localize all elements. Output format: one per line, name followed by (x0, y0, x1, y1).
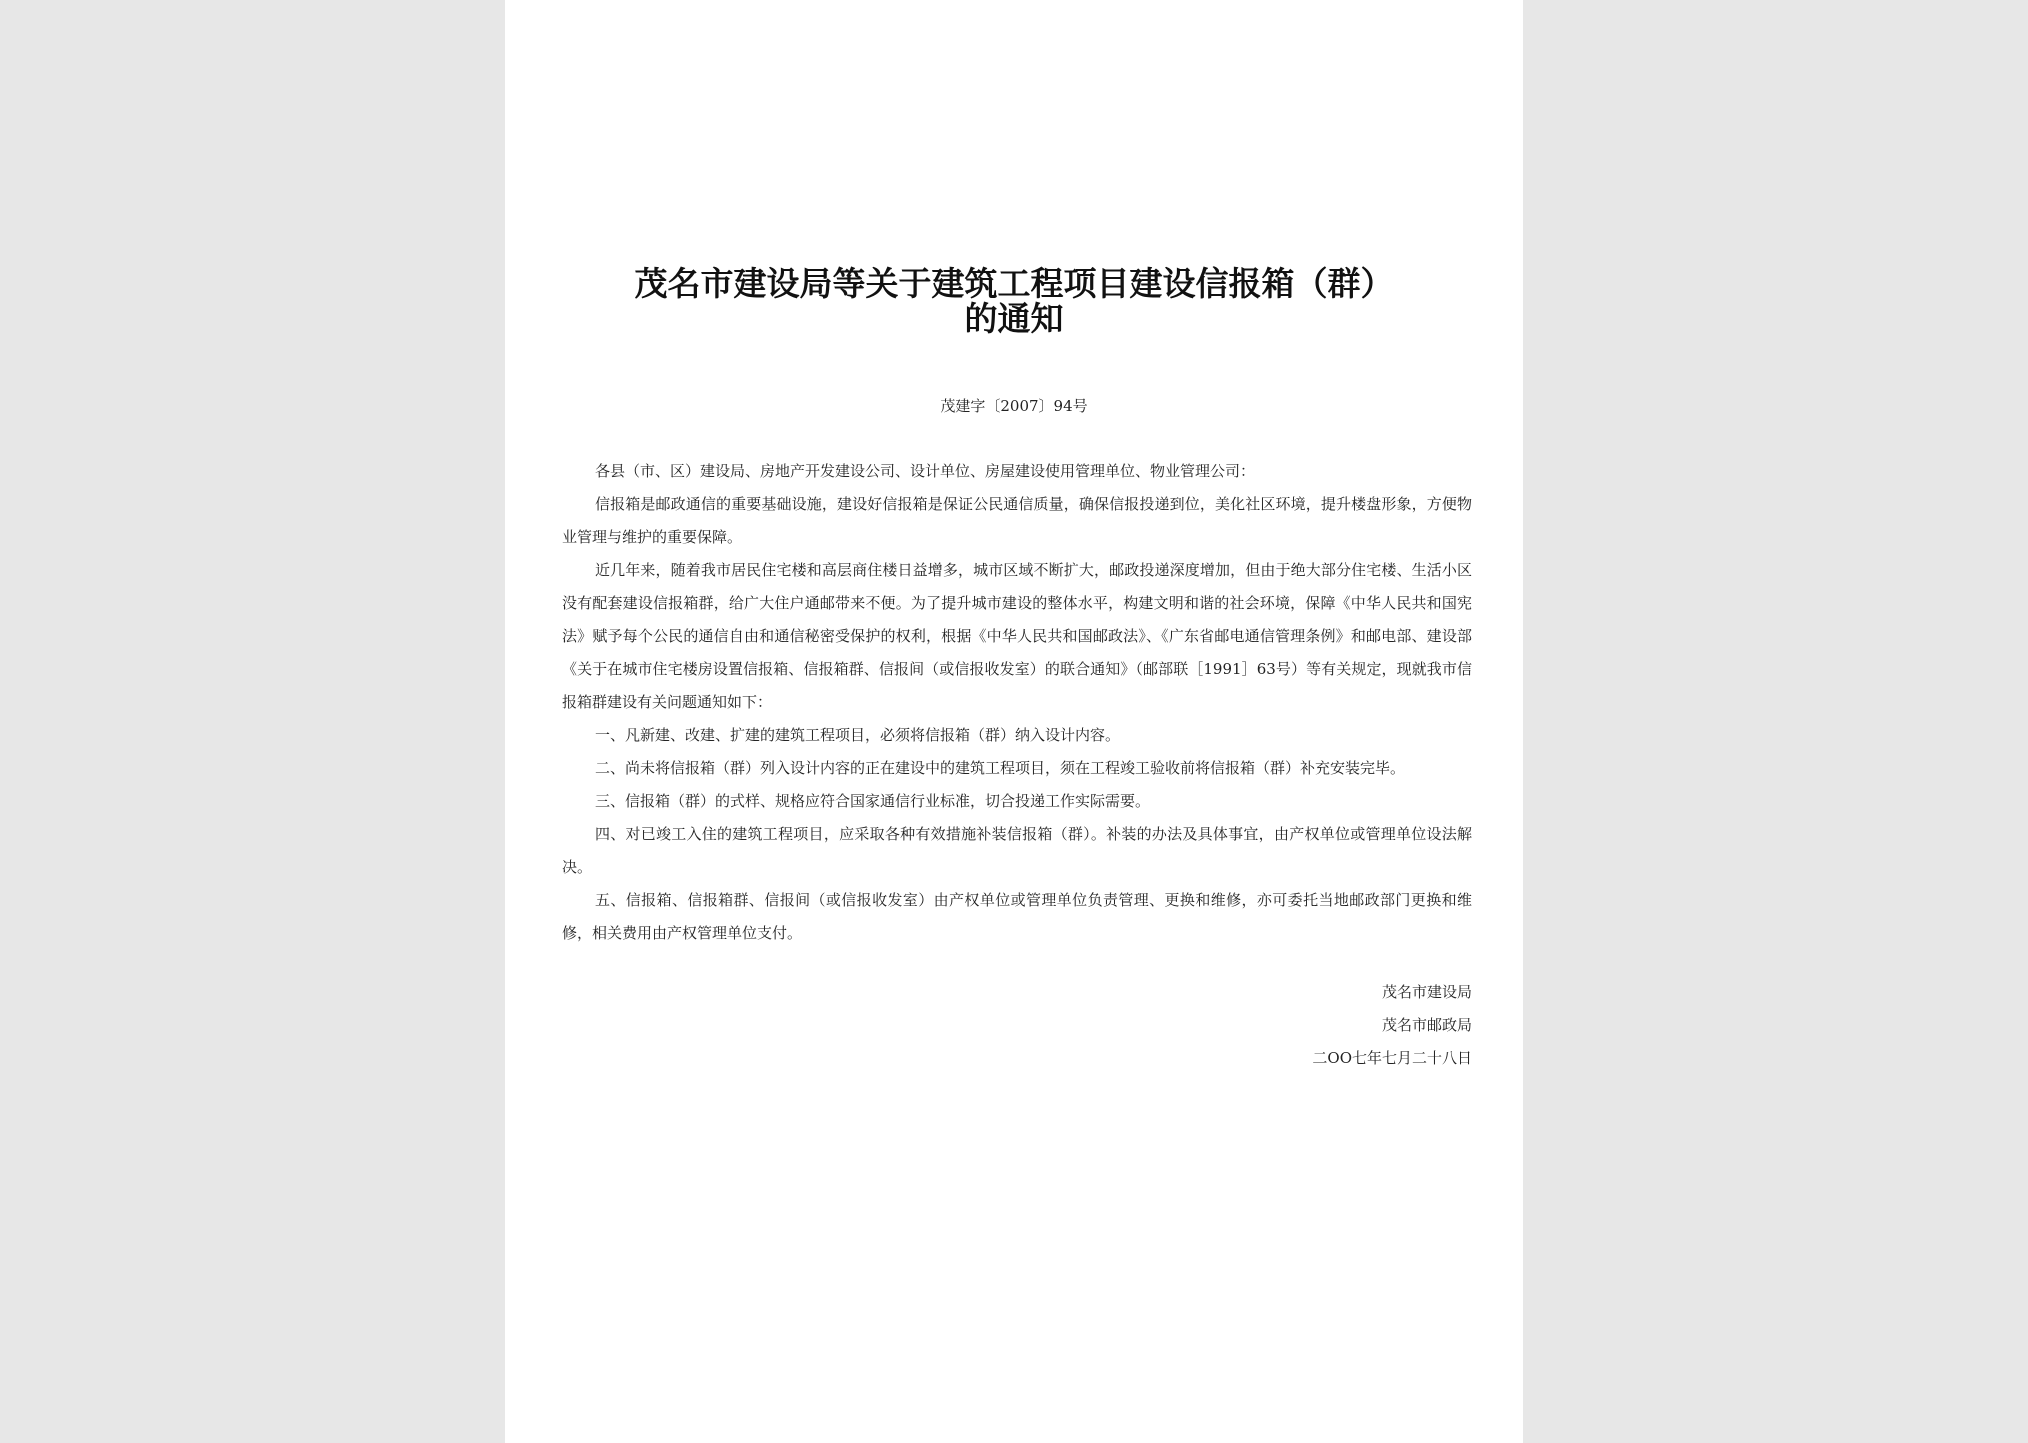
issuer-construction-bureau: 茂名市建设局 (1381, 983, 1472, 1001)
signature-block (1312, 976, 1472, 1075)
salutation: 各县（市、区）建设局、房地产开发建设公司、设计单位、房屋建设使用管理单位、物业管理公司： (595, 462, 1256, 480)
issuer-postal-bureau: 茂名市邮政局 (1381, 1016, 1472, 1034)
document-title-continued: 的通知 (964, 299, 1064, 338)
document-number: 茂建字〔2007〕94号 (940, 397, 1088, 415)
document-page (505, 0, 1523, 1443)
paragraph-item-3: 三、信报箱（群）的式样、规格应符合国家通信行业标准，切合投递工作实际需要。 (595, 792, 1151, 810)
issue-date: 二OO七年七月二十八日 (1312, 1049, 1472, 1067)
document-body (562, 455, 1472, 950)
paragraph-item-1: 一、凡新建、改建、扩建的建筑工程项目，必须将信报箱（群）纳入设计内容。 (595, 726, 1121, 744)
paragraph-item-5: 五、信报箱、信报箱群、信报间（或信报收发室）由产权单位或管理单位负责管理、更换和维修，亦可委托当地邮政部门更换和维修，相关费用由产权管理单位支付。 (562, 891, 1472, 942)
paragraph-intro: 信报箱是邮政通信的重要基础设施，建设好信报箱是保证公民通信质量，确保信报投递到位，美化社区环境，提升楼盘形象，方便物业管理与维护的重要保障。 (562, 495, 1472, 546)
paragraph-item-4: 四、对已竣工入住的建筑工程项目，应采取各种有效措施补装信报箱（群）。补装的办法及具体事宜，由产权单位或管理单位设法解决。 (562, 825, 1472, 876)
paragraph-background: 近几年来，随着我市居民住宅楼和高层商住楼日益增多，城市区域不断扩大，邮政投递深度增加，但由于绝大部分住宅楼、生活小区没有配套建设信报箱群，给广大住户通邮带来不便。为了提升城市建设的整体水平，构建文明和谐的社会环境，保障《中华人民共和国宪法》赋予每个公民的通信自由和通信秘密受保护的权利，根据《中华人民共和国邮政法》、《广东省邮电通信管理条例》和邮电部、建设部《关于在城市住宅楼房设置信报箱、信报箱群、信报间（或信报收发室）的联合通知》（邮部联［1991］63号）等有关规定，现就我市信报箱群建设有关问题通知如下： (562, 561, 1472, 711)
document-title: 茂名市建设局等关于建筑工程项目建设信报箱（群） (634, 264, 1394, 303)
paragraph-item-2: 二、尚未将信报箱（群）列入设计内容的正在建设中的建筑工程项目，须在工程竣工验收前将信报箱（群）补充安装完毕。 (595, 759, 1406, 777)
